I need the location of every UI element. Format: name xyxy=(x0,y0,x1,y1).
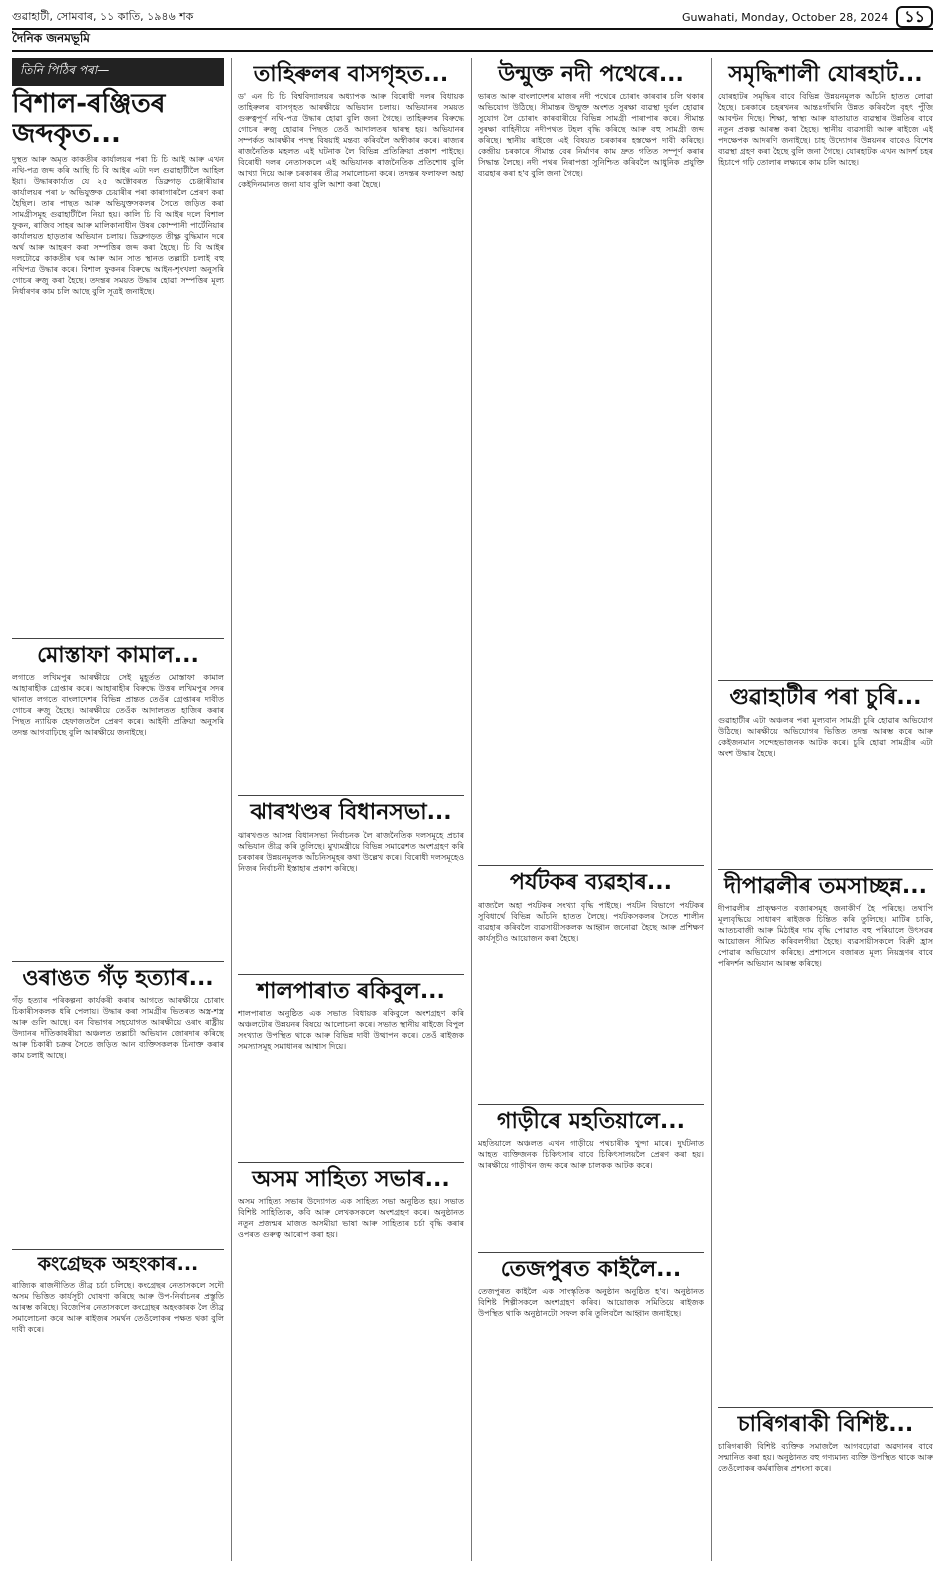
paper-name: দৈনিক জনমভূমি xyxy=(12,31,90,45)
article-body: দুস্থত আৰু অমৃত কাকতীৰ কাৰ্যালয়ৰ পৰা চি চি আই আৰু এখন নথি-পত্ৰ জব্দ কৰি আছি চি বি আইৰ এটা দল গুৱাহাটীলৈ আহিল ইয়া। উদ্ধাৰকাৰ্য্যত যে ২৫ অক্টোবৰত ডিব্ৰুগড় চেঞ্জাৰীয়াৰ কাৰ্যালয়ৰ পৰা ৮ অভিযুক্তক চেয়াৰীৰ পৰা কাৰাগাৰলৈ প্ৰেৰণ কৰা হৈছিল। তাৰ পাছত আৰু অভিযুক্তসকলৰ সৈতে জড়িত কৰা সামগ্ৰীসমূহ গুৱাহাটীলৈ নিয়া হয়। কালি চি বি আইৰ দলে বিশাল ফুকন, ৰাজিব সাহৰ আৰু মালিকানাধীন উষৰ কোম্পানী পাৰ্টেনিয়াৰ কাৰ্যালয়ত হাড়তাৰ অভিযান চলায়। ডিব্ৰুগড়ত তীক্ষ্ণ বুদ্ধিমান দৰে অৰ্থ আৰু আহৰণ কৰা সম্পত্তিৰ জব্দ কৰা হৈছে। চি বি আইৰ দলটোৱে কাকতীৰ ঘৰ আৰু আন সাত স্থানত তল্লাচী চলাই বহু নথিপত্ৰ উদ্ধাৰ কৰে। বিশাল ফুকনৰ বিৰুদ্ধে আইন-শৃংখলা অনুসৰি গোচৰ ৰুজু কৰা হৈছে। তদন্তৰ সময়ত উদ্ধাৰ হোৱা সম্পত্তিৰ মূল্য নিৰ্ধাৰণৰ কাম চলি আছে বুলি সূত্ৰই জনাইছে। xyxy=(12,154,224,296)
column-divider xyxy=(471,58,472,1561)
article-body: দীপাৱলীৰ প্ৰাক্ক্ষণত বজাৰসমূহ জনাকীৰ্ণ হৈ পৰিছে। তথাপি মূল্যবৃদ্ধিয়ে সাধাৰণ ৰাইজক চিন্তিত কৰি তুলিছে। মাটিৰ চাকি, আতচবাজী আৰু মিঠাইৰ দাম বৃদ্ধি পোৱাত বহু পৰিয়ালে উৎসৱৰ আয়োজন সীমিত কৰিবলগীয়া হৈছে। ব্যৱসায়ীসকলে বিক্ৰী হ্ৰাস পোৱাৰ অভিযোগ কৰিছে। প্ৰশাসনে বজাৰত মূল্য নিয়ন্ত্ৰণৰ বাবে পৰিদৰ্শন অভিযান আৰম্ভ কৰিছে। xyxy=(718,903,933,968)
article-body: গুৱাহাটীৰ এটা অঞ্চলৰ পৰা মূল্যবান সামগ্ৰী চুৰি হোৱাৰ অভিযোগ উঠিছে। আৰক্ষীয়ে অভিযোগৰ ভিত্তিত তদন্ত আৰম্ভ কৰে আৰু কেইজনমান সন্দেহভাজনক আটক কৰে। চুৰি হোৱা সামগ্ৰীৰ এটা অংশ উদ্ধাৰ হৈছে। xyxy=(718,715,933,758)
article-body: ৰাজ্যিক ৰাজনীতিত তীব্ৰ চৰ্চা চলিছে। কংগ্ৰেছৰ নেতাসকলে সদৌ অসম ভিত্তিত কাৰ্যসূচী ঘোষণা কৰিছে আৰু উপ-নিৰ্বাচনৰ প্ৰস্তুতি আৰম্ভ কৰিছে। বিজেপিৰ নেতাসকলে কংগ্ৰেছৰ অহংকাৰক লৈ তীব্ৰ সমালোচনা কৰে আৰু ৰাইজৰ সমৰ্থন তেওঁলোকৰ পক্ষত থকা বুলি দাবী কৰে। xyxy=(12,1281,224,1335)
headline-orang-rhino: ওৰাঙত গঁড় হত্যাৰ... xyxy=(12,961,224,991)
dateline-left: গুৱাহাটী, সোমবাৰ, ১১ কাতি, ১৯৪৬ শক xyxy=(12,9,194,23)
masthead xyxy=(12,6,933,28)
article-body: গঁড় হত্যাৰ পৰিকল্পনা কাৰ্যকৰী কৰাৰ আগতে আৰক্ষীয়ে চোৰাং চিকাৰীসকলক ধৰি পেলায়। উদ্ধাৰ কৰা সামগ্ৰীৰ ভিতৰত অস্ত্ৰ-শস্ত্ৰ আৰু গুলি আছে। বন বিভাগৰ সহযোগত আৰক্ষীয়ে ওৰাং ৰাষ্ট্ৰীয় উদ্যানৰ দাঁতিকাষৰীয়া অঞ্চলত তল্লাচী অভিযান জোৰদাৰ কৰিছে আৰু চিকাৰী চক্ৰৰ সৈতে জড়িত আন ব্যক্তিসকলক চিনাক্ত কৰাৰ কাম চলাই আছে। xyxy=(12,996,224,1061)
page-number: ১১ xyxy=(896,6,933,28)
headline-jorhat: সমৃদ্ধিশালী যোৰহাট... xyxy=(728,62,923,87)
column-2 xyxy=(238,58,464,1561)
headline-mohtiyale: গাড়ীৰে মহতিয়ালে... xyxy=(478,1104,704,1134)
brand-rule xyxy=(12,50,933,52)
article-body: ঝাৰখণ্ডত আসন্ন বিধানসভা নিৰ্বাচনক লৈ ৰাজনৈতিক দলসমূহে প্ৰচাৰ অভিযান তীব্ৰ কৰি তুলিছে। মুখ্যমন্ত্ৰীয়ে বিভিন্ন সমাৱেশত অংশগ্ৰহণ কৰি চৰকাৰৰ উন্নয়নমূলক আঁচনিসমূহৰ কথা উল্লেখ কৰে। বিৰোধী দলসমূহেও নিজৰ নিৰ্বাচনী ইস্তাহাৰ প্ৰকাশ কৰিছে। xyxy=(238,830,464,873)
headline-mostafa-kamal: মোস্তাফা কামাল... xyxy=(12,638,224,668)
headline-guwahati-theft: গুৱাহাটীৰ পৰা চুৰি... xyxy=(718,680,933,710)
article-body: যোৰহাটৰ সমৃদ্ধিৰ বাবে বিভিন্ন উন্নয়নমূলক আঁচনি হাতত লোৱা হৈছে। চৰকাৰে চহৰখনৰ আন্তঃগাঁথনি উন্নত কৰিবলৈ বৃহৎ পুঁজি আবণ্টন দিছে। শিক্ষা, স্বাস্থ্য আৰু যাতায়াত ব্যৱস্থাৰ উন্নতিৰ বাবে নতুন প্ৰকল্প আৰম্ভ কৰা হৈছে। স্থানীয় ব্যৱসায়ী আৰু ৰাইজে এই পদক্ষেপক আদৰণি জনাইছে। চাহ উদ্যোগৰ উন্নয়নৰ বাবেও বিশেষ ব্যৱস্থা গ্ৰহণ কৰা হৈছে বুলি জনা গৈছে। যোৰহাটক এখন আদৰ্শ চহৰ হিচাপে গঢ়ি তোলাৰ লক্ষ্যৰে কাম চলি আছে। xyxy=(718,92,933,168)
article-body: অসম সাহিত্য সভাৰ উদ্যোগত এক সাহিত্য সভা অনুষ্ঠিত হয়। সভাত বিশিষ্ট সাহিত্যিক, কবি আৰু লেখকসকলে অংশগ্ৰহণ কৰে। অনুষ্ঠানত নতুন প্ৰজন্মৰ মাজত অসমীয়া ভাষা আৰু সাহিত্যৰ চৰ্চা বৃদ্ধি কৰাৰ ওপৰত গুৰুত্ব আৰোপ কৰা হয়। xyxy=(238,1197,464,1240)
article-body: মহতিয়ালে অঞ্চলত এখন গাড়ীয়ে পথচাৰীক খুন্দা মাৰে। দুৰ্ঘটনাত আহত ব্যক্তিজনক চিকিৎসাৰ বাবে চিকিৎসালয়লৈ প্ৰেৰণ কৰা হয়। আৰক্ষীয়ে গাড়ীখন জব্দ কৰে আৰু চালকক আটক কৰে। xyxy=(478,1138,704,1170)
headline-tahirul: তাহিৰুলৰ বাসগৃহত... xyxy=(253,62,449,87)
continued-banner: তিনি পিঠিৰ পৰা— xyxy=(12,58,224,86)
masthead-rule xyxy=(12,28,933,30)
headline-jharkhand: ঝাৰখণ্ডৰ বিধানসভা... xyxy=(238,795,464,825)
column-divider xyxy=(231,58,232,1561)
headline-shalpara: শালপাৰাত ৰকিবুল... xyxy=(238,974,464,1004)
column-divider xyxy=(711,58,712,1561)
dateline-right: Guwahati, Monday, October 28, 2024 xyxy=(682,10,889,24)
column-4 xyxy=(718,58,933,1561)
article-body: ড' এন চি চি বিশ্ববিদ্যালয়ৰ অধ্যাপক আৰু বিৰোধী দলৰ বিধায়ক তাহিৰুলৰ বাসগৃহত আৰক্ষীয়ে অভিযান চলায়। অভিযানৰ সময়ত গুৰুত্বপূৰ্ণ নথি-পত্ৰ উদ্ধাৰ হোৱা বুলি জনা গৈছে। তাহিৰুলৰ বিৰুদ্ধে গোচৰ ৰুজু হোৱাৰ পিছত তেওঁ আদালতৰ দ্বাৰস্থ হয়। অভিযানৰ সম্পৰ্কত আৰক্ষীৰ পদস্থ বিষয়াই মন্তব্য কৰিবলৈ অস্বীকাৰ কৰে। ৰাজ্যৰ ৰাজনৈতিক মহলত এই ঘটনাক লৈ বিভিন্ন প্ৰতিক্ৰিয়া প্ৰকাশ পাইছে। বিৰোধী দলৰ নেতাসকলে এই অভিযানক ৰাজনৈতিক প্ৰতিশোধ বুলি আখ্যা দিয়ে আৰু চৰকাৰৰ তীব্ৰ সমালোচনা কৰে। তদন্তৰ ফলাফল অহা কেইদিনমানত জনা যাব বুলি আশা কৰা হৈছে। xyxy=(238,92,464,190)
masthead-right xyxy=(682,6,933,28)
headline-congress: কংগ্ৰেছক অহংকাৰ... xyxy=(12,1249,224,1276)
headline-tezpur: তেজপুৰত কাইলৈ... xyxy=(478,1252,704,1282)
column-3 xyxy=(478,58,704,1561)
headline-tourist: পৰ্যটকৰ ব্যৱহাৰ... xyxy=(478,865,704,895)
article-body: চাৰিগৰাকী বিশিষ্ট ব্যক্তিক সমাজলৈ আগবঢ়োৱা অৱদানৰ বাবে সন্মানিত কৰা হয়। অনুষ্ঠানত বহু গণ্যমান্য ব্যক্তি উপস্থিত থাকে আৰু তেওঁলোকৰ কৰ্মৰাজিৰ প্ৰশংসা কৰে। xyxy=(718,1442,933,1474)
headline-diwali: দীপাৱলীৰ তমসাচ্ছন্ন... xyxy=(718,869,933,899)
article-body: ৰাজ্যলৈ অহা পৰ্যটকৰ সংখ্যা বৃদ্ধি পাইছে। পৰ্যটন বিভাগে পৰ্যটকৰ সুবিধাৰ্থে বিভিন্ন আঁচনি হাতত লৈছে। পৰ্যটকসকলৰ সৈতে শালীন ব্যৱহাৰ কৰিবলৈ ব্যৱসায়ীসকলক আহ্বান জনোৱা হৈছে আৰু প্ৰশিক্ষণ কাৰ্যসূচীও আয়োজন কৰা হৈছে। xyxy=(478,900,704,943)
headline-sahitya-sabha: অসম সাহিত্য সভাৰ... xyxy=(238,1162,464,1192)
headline-river-route: উন্মুক্ত নদী পথেৰে... xyxy=(498,62,684,87)
article-body: তেজপুৰত কাইলৈ এক সাংস্কৃতিক অনুষ্ঠান অনুষ্ঠিত হ'ব। অনুষ্ঠানত বিশিষ্ট শিল্পীসকলে অংশগ্ৰহণ কৰিব। আয়োজক সমিতিয়ে ৰাইজক উপস্থিত থাকি অনুষ্ঠানটো সফল কৰি তুলিবলৈ আহ্বান জনাইছে। xyxy=(478,1287,704,1319)
article-body: শালপাৰাত অনুষ্ঠিত এক সভাত বিধায়ক ৰকিবুলে অংশগ্ৰহণ কৰি অঞ্চলটোৰ উন্নয়নৰ বিষয়ে আলোচনা কৰে। সভাত স্থানীয় ৰাইজে বিপুল সংখ্যাত উপস্থিত থাকে আৰু বিভিন্ন দাবী উত্থাপন কৰে। তেওঁ ৰাইজক সমস্যাসমূহ সমাধানৰ আশ্বাস দিয়ে। xyxy=(238,1008,464,1051)
headline-bishal-ranjit: বিশাল-ৰঞ্জিতৰ জব্দকৃত... xyxy=(12,89,166,149)
article-body: ভাৰত আৰু বাংলাদেশৰ মাজৰ নদী পথেৰে চোৰাং কাৰবাৰ চলি থকাৰ অভিযোগ উঠিছে। সীমান্তৰ উন্মুক্ত অংশত সুৰক্ষা ব্যৱস্থা দুৰ্বল হোৱাৰ সুযোগ লৈ চোৰাং কাৰবাৰীয়ে বিভিন্ন সামগ্ৰী পাৰাপাৰ কৰে। সীমান্ত সুৰক্ষা বাহিনীয়ে নদীপথত টহল বৃদ্ধি কৰিছে আৰু বহু সামগ্ৰী জব্দ কৰিছে। স্থানীয় ৰাইজে এই বিষয়ত চৰকাৰৰ হস্তক্ষেপ দাবী কৰিছে। কেন্দ্ৰীয় চৰকাৰে সীমান্ত বেৰ নিৰ্মাণৰ কাম দ্ৰুত গতিত সম্পূৰ্ণ কৰাৰ সিদ্ধান্ত লৈছে। নদী পথৰ নিৰাপত্তা সুনিশ্চিত কৰিবলৈ আধুনিক প্ৰযুক্তি ব্যৱহাৰ কৰা হ'ব বুলি জনা গৈছে। xyxy=(478,92,704,179)
headline-four-eminent: চাৰিগৰাকী বিশিষ্ট... xyxy=(718,1407,933,1437)
article-body: লগাতে লখিমপুৰ আৰক্ষীয়ে সেই মুহূৰ্তত মোস্তাফা কামাল আহাৰাহীক গ্ৰেপ্তাৰ কৰে। আহাৰাহীৰ বিৰুদ্ধে উত্তৰ লখিমপুৰ সদৰ থানাত লগতে বাংলাদেশৰ বিভিন্ন প্ৰান্তত তেওঁৰ গ্ৰেপ্তাৰৰ দাবীত গোচৰ ৰুজু হৈছে। আৰক্ষীয়ে তেওঁক আদালতত হাজিৰ কৰাৰ পিছত ন্যায়িক হেফাজতলৈ প্ৰেৰণ কৰে। আইনী প্ৰক্ৰিয়া অনুসৰি তদন্ত আগবাঢ়িছে বুলি আৰক্ষীয়ে জনাইছে। xyxy=(12,673,224,738)
column-1 xyxy=(12,58,224,1561)
